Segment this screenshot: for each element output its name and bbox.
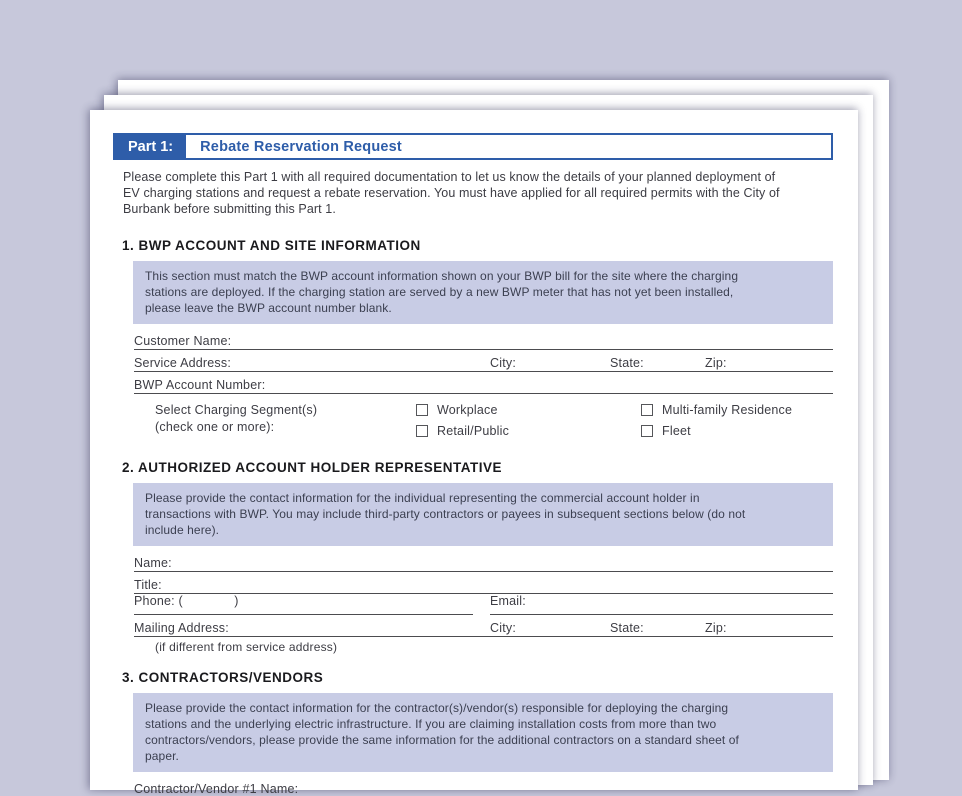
intro-line: EV charging stations and request a rebate reservation. You must have applied for all required permits with the City of: [123, 186, 780, 200]
note-line: Please provide the contact information for the contractor(s)/vendor(s) responsible for deploying the charging: [145, 701, 729, 715]
customer-name-label: Customer Name:: [134, 334, 232, 348]
section-2-note: [133, 483, 833, 546]
customer-name-field[interactable]: [134, 328, 833, 350]
section-1-note: [133, 261, 833, 324]
bwp-account-number-label: BWP Account Number:: [134, 378, 266, 392]
retail-public-checkbox[interactable]: [416, 425, 428, 437]
city-label: City:: [490, 356, 516, 370]
mailing-state-label: State:: [610, 621, 644, 635]
segment-option-workplace[interactable]: [416, 403, 498, 417]
mailing-zip-label: Zip:: [705, 621, 727, 635]
zip-label: Zip:: [705, 356, 727, 370]
intro-line: Burbank before submitting this Part 1.: [123, 202, 336, 216]
fleet-label: Fleet: [662, 424, 691, 438]
intro-line: Please complete this Part 1 with all required documentation to let us know the details of your planned deployment of: [123, 170, 776, 184]
phone-email-row: [134, 594, 833, 615]
multifamily-label: Multi-family Residence: [662, 403, 793, 417]
multifamily-checkbox[interactable]: [641, 404, 653, 416]
note-line: This section must match the BWP account information shown on your BWP bill for the site where the charging: [145, 269, 739, 283]
part-label: Part 1:: [115, 135, 186, 158]
state-label: State:: [610, 356, 644, 370]
form-page-content: [90, 110, 858, 796]
email-field[interactable]: [490, 594, 833, 615]
workplace-checkbox[interactable]: [416, 404, 428, 416]
mailing-address-field[interactable]: [134, 615, 833, 637]
note-line: paper.: [145, 749, 179, 763]
bwp-account-number-field[interactable]: [134, 372, 833, 394]
page-title: Rebate Reservation Request: [200, 138, 402, 155]
section-3-heading: 3. CONTRACTORS/VENDORS: [122, 670, 324, 685]
phone-label: Phone: ( ): [134, 594, 239, 608]
charging-segments-label: Select Charging Segment(s) (check one or more):: [155, 403, 318, 434]
note-line: contractors/vendors, please provide the same information for the additional contractors on a standard sheet of: [145, 733, 739, 747]
note-line: stations and the underlying electric infrastructure. If you are claiming installation costs from more than two: [145, 717, 717, 731]
note-line: please leave the BWP account number blank.: [145, 301, 392, 315]
retail-public-label: Retail/Public: [437, 424, 510, 438]
part-title-bar: [113, 133, 833, 160]
representative-name-field[interactable]: [134, 550, 833, 572]
segment-option-fleet[interactable]: [641, 424, 691, 438]
fleet-checkbox[interactable]: [641, 425, 653, 437]
section-3-note: [133, 693, 833, 772]
mailing-address-label: Mailing Address:: [134, 621, 229, 635]
charging-segments-group: [155, 402, 833, 448]
mailing-address-note: (if different from service address): [155, 640, 338, 654]
sheet-front: [90, 110, 858, 796]
representative-name-label: Name:: [134, 556, 172, 570]
phone-field[interactable]: [134, 594, 473, 615]
segment-option-multifamily[interactable]: [641, 403, 792, 417]
workplace-label: Workplace: [437, 403, 498, 417]
note-line: include here).: [145, 523, 220, 537]
contractor1-name-label: Contractor/Vendor #1 Name:: [134, 782, 299, 796]
note-line: transactions with BWP. You may include third-party contractors or payees in subsequent sections below (do not: [145, 507, 746, 521]
section-2-heading: 2. AUTHORIZED ACCOUNT HOLDER REPRESENTATIVE: [122, 460, 503, 475]
intro-text: [123, 169, 833, 217]
mailing-city-label: City:: [490, 621, 516, 635]
section-1-heading: 1. BWP ACCOUNT AND SITE INFORMATION: [122, 238, 421, 253]
representative-title-field[interactable]: [134, 572, 833, 594]
note-line: Please provide the contact information for the individual representing the commercial account holder in: [145, 491, 700, 505]
service-address-field[interactable]: [134, 350, 833, 372]
representative-title-label: Title:: [134, 578, 162, 592]
note-line: stations are deployed. If the charging station are served by a new BWP meter that has not yet been installed,: [145, 285, 734, 299]
email-label: Email:: [490, 594, 526, 608]
segment-option-retail-public[interactable]: [416, 424, 509, 438]
service-address-label: Service Address:: [134, 356, 231, 370]
